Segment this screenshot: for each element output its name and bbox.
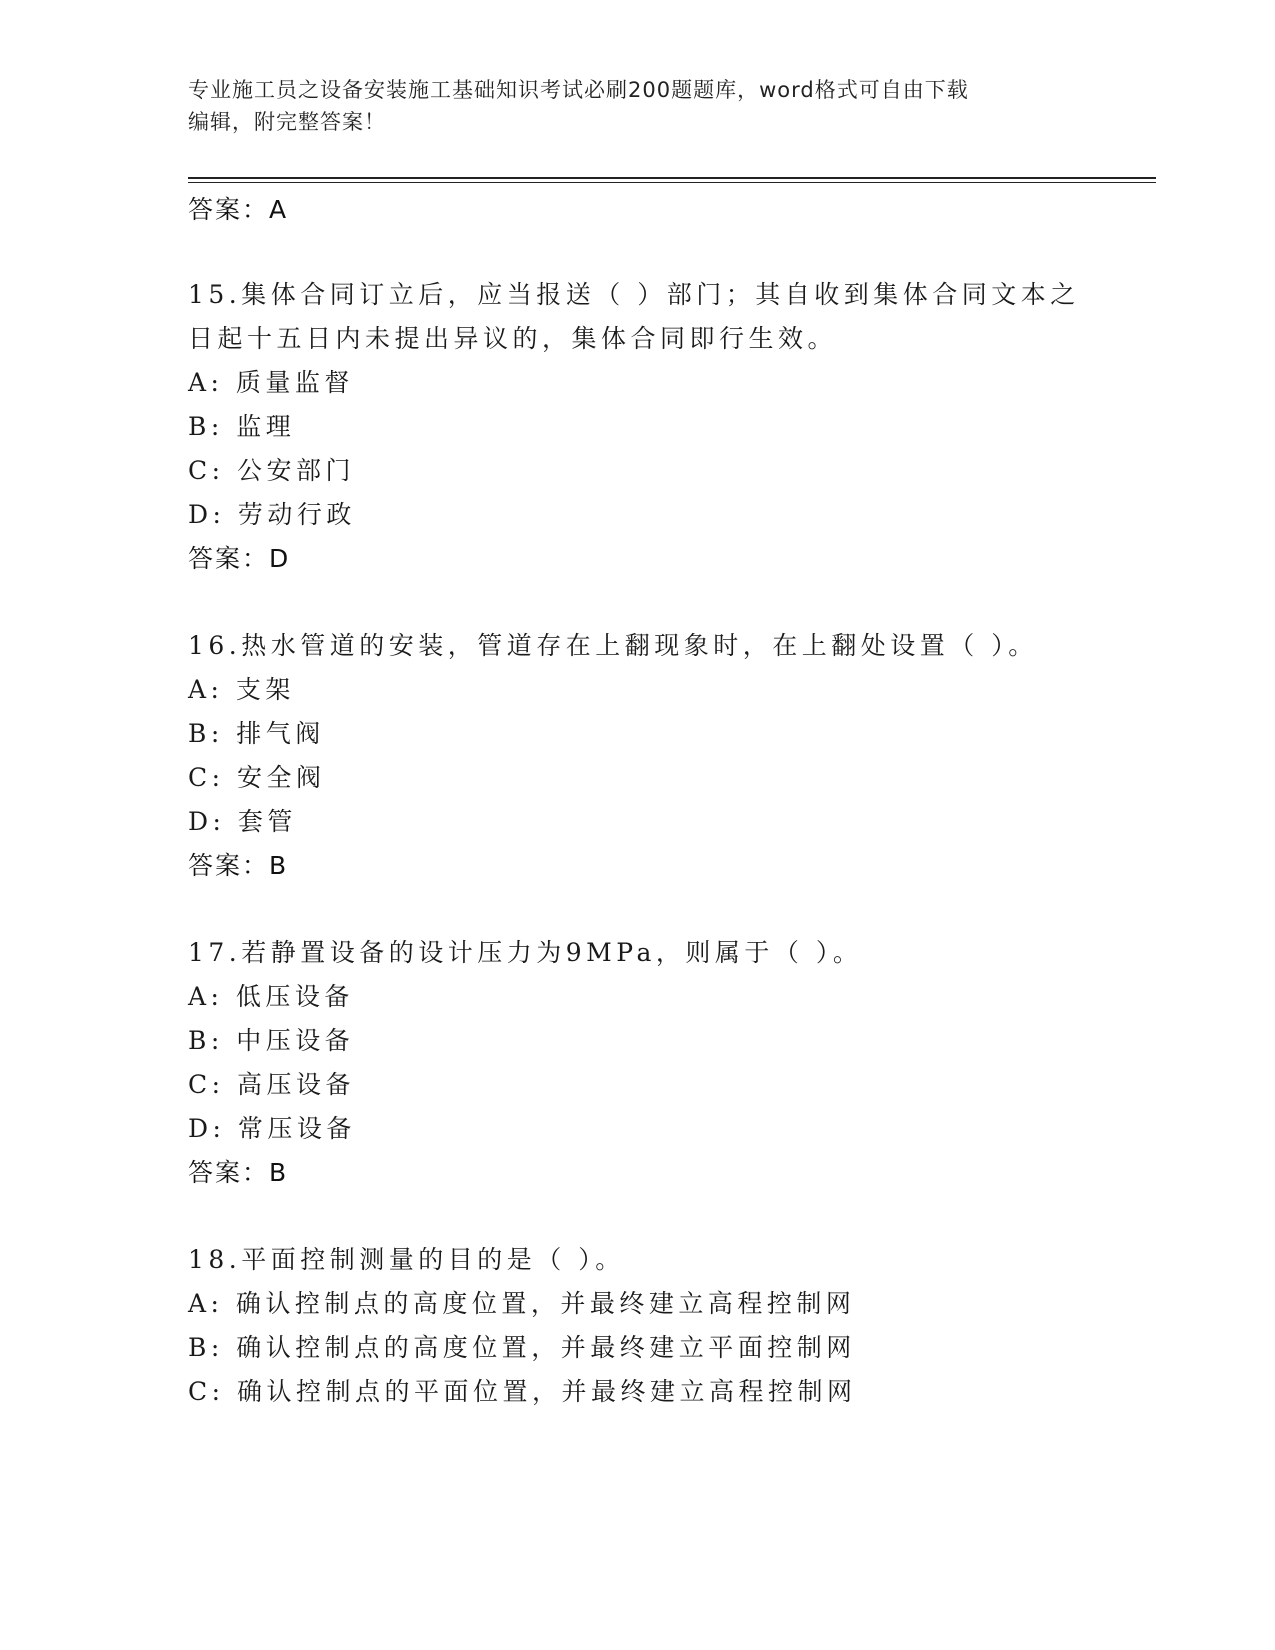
question-16-option-c: C: 安全阀 bbox=[188, 763, 326, 792]
document-header bbox=[188, 74, 1068, 138]
previous-answer: 答案：A bbox=[188, 195, 289, 224]
question-16-answer: 答案：B bbox=[188, 851, 289, 880]
question-17-stem: 17.若静置设备的设计压力为9MPa，则属于（ ）。 bbox=[188, 938, 863, 967]
header-title-line-1: 专业施工员之设备安装施工基础知识考试必刷200题题库，word格式可自由下载 bbox=[188, 78, 969, 102]
question-16-option-a: A: 支架 bbox=[188, 675, 295, 704]
question-18-option-c: C: 确认控制点的平面位置，并最终建立高程控制网 bbox=[188, 1377, 857, 1406]
question-16-option-d: D: 套管 bbox=[188, 807, 297, 836]
header-divider-thick bbox=[188, 177, 1156, 179]
question-15-option-c: C: 公安部门 bbox=[188, 456, 355, 485]
question-15-option-a: A: 质量监督 bbox=[188, 368, 354, 397]
question-16-stem: 16.热水管道的安装，管道存在上翻现象时，在上翻处设置（ ）。 bbox=[188, 631, 1038, 660]
question-15-stem-line-2: 日起十五日内未提出异议的，集体合同即行生效。 bbox=[188, 324, 838, 353]
question-15-answer: 答案：D bbox=[188, 544, 291, 573]
question-15-option-d: D: 劳动行政 bbox=[188, 500, 356, 529]
question-17-option-d: D: 常压设备 bbox=[188, 1114, 356, 1143]
question-16-option-b: B: 排气阀 bbox=[188, 719, 325, 748]
header-divider-thin bbox=[188, 182, 1156, 183]
question-17-option-c: C: 高压设备 bbox=[188, 1070, 355, 1099]
question-17-answer: 答案：B bbox=[188, 1158, 289, 1187]
question-15-stem-line-1: 15.集体合同订立后，应当报送（ ）部门；其自收到集体合同文本之 bbox=[188, 280, 1080, 309]
question-18-option-b: B: 确认控制点的高度位置，并最终建立平面控制网 bbox=[188, 1333, 856, 1362]
question-17-option-a: A: 低压设备 bbox=[188, 982, 354, 1011]
question-15-option-b: B: 监理 bbox=[188, 412, 296, 441]
question-17-option-b: B: 中压设备 bbox=[188, 1026, 355, 1055]
question-18-stem: 18.平面控制测量的目的是（ ）。 bbox=[188, 1245, 625, 1274]
question-18-option-a: A: 确认控制点的高度位置，并最终建立高程控制网 bbox=[188, 1289, 856, 1318]
header-title-line-2: 编辑，附完整答案！ bbox=[188, 110, 386, 134]
